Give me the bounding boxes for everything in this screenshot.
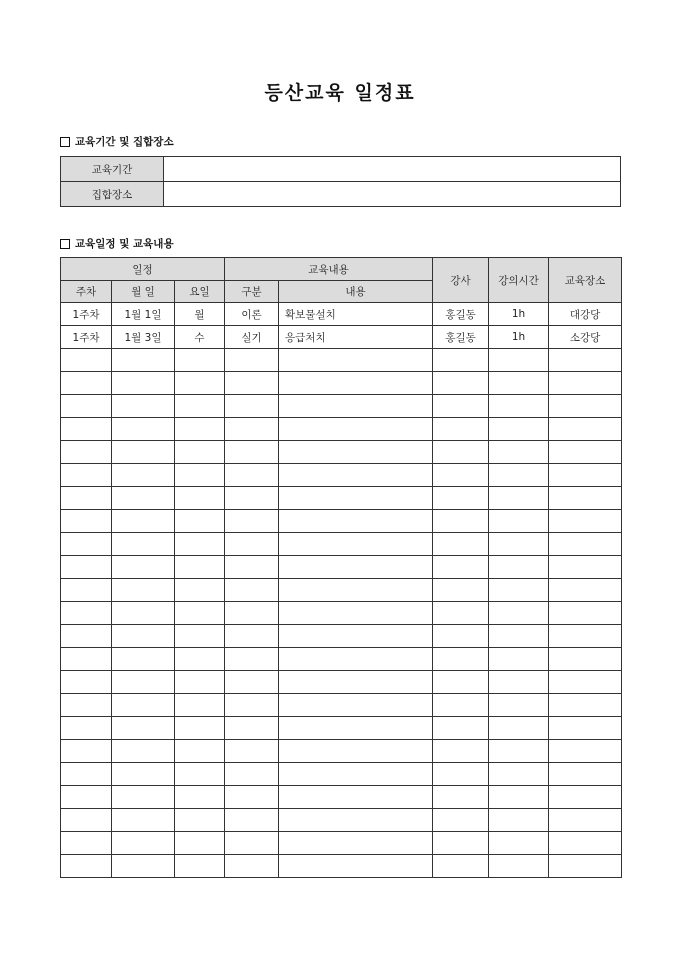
table-row [61, 464, 622, 487]
cell-place[interactable] [549, 717, 622, 740]
checkbox-icon [60, 137, 70, 147]
cell-day[interactable] [175, 809, 225, 832]
table-row [61, 740, 622, 763]
cell-week[interactable] [61, 809, 112, 832]
cell-place[interactable] [549, 579, 622, 602]
cell-day[interactable] [175, 740, 225, 763]
cell-type[interactable] [225, 441, 279, 464]
cell-type[interactable]: 이론 [225, 303, 279, 326]
cell-instructor[interactable] [433, 464, 489, 487]
table-row [61, 487, 622, 510]
cell-hours[interactable] [489, 349, 549, 372]
cell-instructor[interactable] [433, 441, 489, 464]
cell-place[interactable] [549, 395, 622, 418]
cell-detail[interactable] [279, 533, 433, 556]
table-row [61, 579, 622, 602]
cell-type[interactable] [225, 464, 279, 487]
cell-type[interactable] [225, 740, 279, 763]
cell-hours[interactable] [489, 648, 549, 671]
cell-week[interactable] [61, 441, 112, 464]
cell-detail[interactable] [279, 510, 433, 533]
cell-day[interactable]: 수 [175, 326, 225, 349]
cell-day[interactable] [175, 602, 225, 625]
cell-hours[interactable] [489, 441, 549, 464]
cell-hours[interactable] [489, 809, 549, 832]
cell-week[interactable] [61, 418, 112, 441]
cell-detail[interactable] [279, 349, 433, 372]
cell-instructor[interactable]: 홍길동 [433, 326, 489, 349]
cell-day[interactable] [175, 349, 225, 372]
table-row [61, 418, 622, 441]
table-row [61, 717, 622, 740]
table-row [61, 556, 622, 579]
cell-instructor[interactable] [433, 694, 489, 717]
cell-type[interactable] [225, 556, 279, 579]
cell-date[interactable]: 1월 1일 [112, 303, 175, 326]
cell-week[interactable] [61, 694, 112, 717]
cell-instructor[interactable] [433, 510, 489, 533]
cell-week[interactable] [61, 533, 112, 556]
cell-place[interactable] [549, 464, 622, 487]
cell-week[interactable] [61, 487, 112, 510]
cell-week[interactable] [61, 579, 112, 602]
cell-hours[interactable] [489, 464, 549, 487]
cell-week[interactable] [61, 786, 112, 809]
cell-week[interactable] [61, 855, 112, 878]
cell-instructor[interactable] [433, 579, 489, 602]
cell-date[interactable] [112, 349, 175, 372]
cell-detail[interactable] [279, 625, 433, 648]
section-heading-label: 교육일정 및 교육내용 [75, 238, 174, 250]
cell-instructor[interactable] [433, 740, 489, 763]
table-row [61, 648, 622, 671]
cell-place[interactable] [549, 740, 622, 763]
table-row [61, 372, 622, 395]
cell-detail[interactable] [279, 855, 433, 878]
cell-detail[interactable] [279, 763, 433, 786]
cell-place[interactable]: 대강당 [549, 303, 622, 326]
cell-detail[interactable] [279, 648, 433, 671]
cell-place[interactable]: 소강당 [549, 326, 622, 349]
cell-place[interactable] [549, 372, 622, 395]
period-location-table [60, 156, 621, 207]
table-row [61, 303, 622, 326]
cell-day[interactable] [175, 510, 225, 533]
cell-day[interactable] [175, 717, 225, 740]
cell-date[interactable] [112, 372, 175, 395]
cell-place[interactable] [549, 556, 622, 579]
cell-hours[interactable] [489, 832, 549, 855]
cell-day[interactable] [175, 855, 225, 878]
cell-instructor[interactable] [433, 625, 489, 648]
cell-detail[interactable] [279, 671, 433, 694]
cell-instructor[interactable] [433, 855, 489, 878]
cell-instructor[interactable] [433, 372, 489, 395]
cell-hours[interactable] [489, 533, 549, 556]
cell-hours[interactable] [489, 418, 549, 441]
cell-detail[interactable]: 확보물설치 [279, 303, 433, 326]
cell-hours[interactable] [489, 625, 549, 648]
cell-type[interactable] [225, 602, 279, 625]
header-day: 요일 [175, 281, 225, 303]
cell-instructor[interactable] [433, 533, 489, 556]
cell-date[interactable] [112, 717, 175, 740]
cell-day[interactable] [175, 441, 225, 464]
cell-week[interactable] [61, 832, 112, 855]
cell-type[interactable] [225, 763, 279, 786]
table-row [61, 510, 622, 533]
cell-type[interactable]: 실기 [225, 326, 279, 349]
cell-type[interactable] [225, 372, 279, 395]
cell-place[interactable] [549, 648, 622, 671]
cell-date[interactable] [112, 671, 175, 694]
cell-date[interactable] [112, 395, 175, 418]
cell-place[interactable] [549, 671, 622, 694]
cell-date[interactable] [112, 740, 175, 763]
table-row [61, 763, 622, 786]
cell-detail[interactable] [279, 441, 433, 464]
cell-detail[interactable]: 응급처치 [279, 326, 433, 349]
cell-type[interactable] [225, 694, 279, 717]
table-row [61, 182, 621, 207]
cell-hours[interactable] [489, 579, 549, 602]
cell-date[interactable] [112, 441, 175, 464]
cell-detail[interactable] [279, 809, 433, 832]
cell-detail[interactable] [279, 487, 433, 510]
cell-detail[interactable] [279, 579, 433, 602]
cell-date[interactable] [112, 694, 175, 717]
cell-hours[interactable] [489, 740, 549, 763]
cell-week[interactable] [61, 602, 112, 625]
cell-day[interactable] [175, 671, 225, 694]
table-row [61, 602, 622, 625]
cell-hours[interactable] [489, 372, 549, 395]
cell-hours[interactable] [489, 395, 549, 418]
cell-instructor[interactable] [433, 487, 489, 510]
cell-week[interactable] [61, 510, 112, 533]
cell-week[interactable] [61, 740, 112, 763]
table-row [61, 326, 622, 349]
table-row [61, 809, 622, 832]
cell-instructor[interactable]: 홍길동 [433, 303, 489, 326]
location-label: 집합장소 [61, 182, 164, 207]
cell-place[interactable] [549, 832, 622, 855]
cell-week[interactable] [61, 372, 112, 395]
cell-place[interactable] [549, 602, 622, 625]
cell-day[interactable] [175, 395, 225, 418]
table-row [61, 671, 622, 694]
cell-detail[interactable] [279, 418, 433, 441]
cell-type[interactable] [225, 349, 279, 372]
cell-detail[interactable] [279, 717, 433, 740]
cell-day[interactable] [175, 372, 225, 395]
cell-instructor[interactable] [433, 786, 489, 809]
section-heading-period [60, 134, 174, 149]
cell-detail[interactable] [279, 740, 433, 763]
cell-week[interactable] [61, 349, 112, 372]
cell-day[interactable] [175, 556, 225, 579]
header-content: 교육내용 [225, 258, 433, 281]
header-place: 교육장소 [549, 258, 622, 303]
cell-place[interactable] [549, 441, 622, 464]
cell-week[interactable] [61, 395, 112, 418]
table-row [61, 786, 622, 809]
cell-date[interactable]: 1월 3일 [112, 326, 175, 349]
cell-type[interactable] [225, 533, 279, 556]
cell-week[interactable] [61, 464, 112, 487]
cell-instructor[interactable] [433, 602, 489, 625]
cell-day[interactable] [175, 579, 225, 602]
period-value[interactable] [164, 157, 621, 182]
cell-instructor[interactable] [433, 418, 489, 441]
cell-hours[interactable] [489, 855, 549, 878]
cell-day[interactable] [175, 625, 225, 648]
cell-instructor[interactable] [433, 395, 489, 418]
cell-instructor[interactable] [433, 763, 489, 786]
cell-place[interactable] [549, 786, 622, 809]
cell-hours[interactable] [489, 487, 549, 510]
cell-date[interactable] [112, 832, 175, 855]
cell-week[interactable] [61, 717, 112, 740]
table-header-row [61, 258, 622, 281]
cell-day[interactable] [175, 533, 225, 556]
cell-week[interactable]: 1주차 [61, 303, 112, 326]
cell-place[interactable] [549, 855, 622, 878]
cell-instructor[interactable] [433, 349, 489, 372]
cell-type[interactable] [225, 855, 279, 878]
cell-week[interactable] [61, 625, 112, 648]
cell-hours[interactable] [489, 786, 549, 809]
section-heading-schedule [60, 236, 174, 251]
cell-date[interactable] [112, 579, 175, 602]
checkbox-icon [60, 239, 70, 249]
cell-type[interactable] [225, 579, 279, 602]
cell-type[interactable] [225, 510, 279, 533]
cell-instructor[interactable] [433, 832, 489, 855]
cell-hours[interactable] [489, 717, 549, 740]
cell-instructor[interactable] [433, 809, 489, 832]
header-week: 주차 [61, 281, 112, 303]
page-title: 등산교육 일정표 [264, 82, 416, 104]
table-row [61, 395, 622, 418]
schedule-table [60, 257, 622, 878]
cell-day[interactable] [175, 487, 225, 510]
cell-type[interactable] [225, 648, 279, 671]
cell-type[interactable] [225, 395, 279, 418]
cell-hours[interactable]: 1h [489, 303, 549, 326]
cell-place[interactable] [549, 694, 622, 717]
cell-date[interactable] [112, 809, 175, 832]
cell-date[interactable] [112, 855, 175, 878]
cell-week[interactable] [61, 671, 112, 694]
header-schedule: 일정 [61, 258, 225, 281]
cell-hours[interactable] [489, 510, 549, 533]
cell-day[interactable] [175, 694, 225, 717]
cell-detail[interactable] [279, 832, 433, 855]
cell-place[interactable] [549, 418, 622, 441]
cell-detail[interactable] [279, 786, 433, 809]
cell-hours[interactable] [489, 556, 549, 579]
cell-place[interactable] [549, 809, 622, 832]
cell-week[interactable]: 1주차 [61, 326, 112, 349]
cell-day[interactable] [175, 832, 225, 855]
cell-date[interactable] [112, 763, 175, 786]
cell-place[interactable] [549, 487, 622, 510]
cell-place[interactable] [549, 510, 622, 533]
cell-type[interactable] [225, 832, 279, 855]
cell-date[interactable] [112, 464, 175, 487]
cell-detail[interactable] [279, 602, 433, 625]
cell-day[interactable] [175, 464, 225, 487]
cell-place[interactable] [549, 349, 622, 372]
location-value[interactable] [164, 182, 621, 207]
cell-instructor[interactable] [433, 556, 489, 579]
cell-type[interactable] [225, 625, 279, 648]
cell-date[interactable] [112, 648, 175, 671]
cell-type[interactable] [225, 809, 279, 832]
cell-hours[interactable] [489, 671, 549, 694]
cell-place[interactable] [549, 763, 622, 786]
cell-day[interactable]: 월 [175, 303, 225, 326]
cell-place[interactable] [549, 625, 622, 648]
cell-date[interactable] [112, 786, 175, 809]
cell-date[interactable] [112, 418, 175, 441]
header-date: 월 일 [112, 281, 175, 303]
cell-hours[interactable]: 1h [489, 326, 549, 349]
cell-instructor[interactable] [433, 671, 489, 694]
cell-instructor[interactable] [433, 717, 489, 740]
cell-day[interactable] [175, 648, 225, 671]
cell-place[interactable] [549, 533, 622, 556]
header-type: 구분 [225, 281, 279, 303]
cell-type[interactable] [225, 786, 279, 809]
table-row [61, 625, 622, 648]
cell-type[interactable] [225, 717, 279, 740]
section-heading-label: 교육기간 및 집합장소 [75, 136, 174, 148]
cell-instructor[interactable] [433, 648, 489, 671]
cell-detail[interactable] [279, 464, 433, 487]
cell-week[interactable] [61, 556, 112, 579]
cell-week[interactable] [61, 763, 112, 786]
cell-detail[interactable] [279, 372, 433, 395]
header-hours: 강의시간 [489, 258, 549, 303]
table-row [61, 832, 622, 855]
cell-detail[interactable] [279, 395, 433, 418]
cell-type[interactable] [225, 418, 279, 441]
table-row [61, 855, 622, 878]
table-row [61, 441, 622, 464]
cell-day[interactable] [175, 763, 225, 786]
cell-date[interactable] [112, 510, 175, 533]
cell-day[interactable] [175, 786, 225, 809]
cell-hours[interactable] [489, 602, 549, 625]
table-row [61, 694, 622, 717]
period-label: 교육기간 [61, 157, 164, 182]
cell-type[interactable] [225, 671, 279, 694]
cell-hours[interactable] [489, 694, 549, 717]
cell-date[interactable] [112, 533, 175, 556]
cell-hours[interactable] [489, 763, 549, 786]
cell-date[interactable] [112, 487, 175, 510]
header-instructor: 강사 [433, 258, 489, 303]
table-row [61, 533, 622, 556]
cell-type[interactable] [225, 487, 279, 510]
table-row [61, 349, 622, 372]
cell-date[interactable] [112, 625, 175, 648]
cell-day[interactable] [175, 418, 225, 441]
cell-date[interactable] [112, 602, 175, 625]
cell-detail[interactable] [279, 694, 433, 717]
cell-week[interactable] [61, 648, 112, 671]
table-row [61, 157, 621, 182]
cell-date[interactable] [112, 556, 175, 579]
cell-detail[interactable] [279, 556, 433, 579]
header-detail: 내용 [279, 281, 433, 303]
